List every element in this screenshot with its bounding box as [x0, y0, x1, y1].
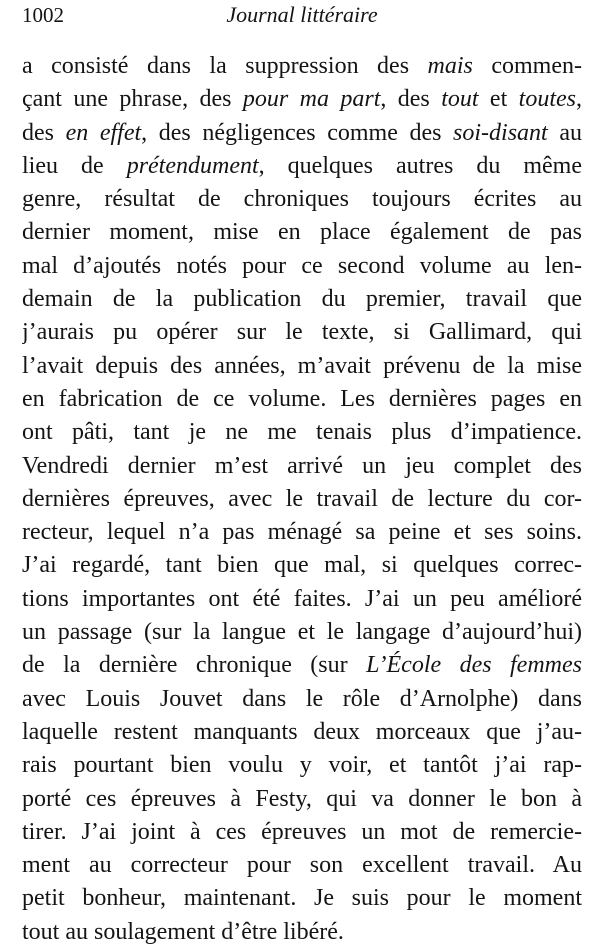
- text-segment: çant une phrase, des: [22, 86, 243, 113]
- text-line: [22, 117, 582, 150]
- italic-text: mais: [427, 53, 473, 79]
- text-segment: mal d’ajoutés notés pour ce second volume au len-: [22, 252, 582, 279]
- running-title: Journal littéraire: [226, 2, 378, 27]
- text-segment: , quelques autres du même: [258, 152, 582, 179]
- text-line: [22, 250, 582, 283]
- text-segment: tirer. J’ai joint à ces épreuves un mot de remercie-: [22, 818, 582, 845]
- text-segment: petit bonheur, maintenant. Je suis pour le moment: [22, 885, 582, 912]
- text-segment: ment au correcteur pour son excellent travail. Au: [22, 852, 582, 879]
- text-segment: , des négligences comme des: [141, 119, 454, 146]
- text-segment: demain de la publication du premier, travail que: [22, 286, 582, 313]
- text-line: [22, 783, 582, 816]
- text-line: [22, 916, 582, 949]
- text-segment: rais pourtant bien voulu y voir, et tantôt j’ai rap-: [22, 752, 582, 779]
- italic-text: tout: [441, 86, 479, 113]
- italic-text: soi-disant: [453, 119, 548, 146]
- text-line: [22, 716, 582, 749]
- text-segment: l’avait depuis des années, m’avait prévenu de la mise: [22, 352, 582, 379]
- text-line: [22, 350, 582, 383]
- text-segment: au: [547, 119, 582, 146]
- text-segment: commen-: [472, 53, 582, 79]
- text-segment: Vendredi dernier m’est arrivé un jeu complet des: [22, 452, 582, 479]
- text-line: [22, 882, 582, 915]
- italic-text: pour ma part: [242, 86, 381, 113]
- text-segment: tions importantes ont été faites. J’ai un peu amélioré: [22, 585, 582, 612]
- text-line: [22, 216, 582, 249]
- text-segment: porté ces épreuves à Festy, qui va donner le bon à: [22, 785, 582, 812]
- text-line: [22, 83, 582, 116]
- text-line: [22, 649, 582, 682]
- text-segment: j’aurais pu opérer sur le texte, si Gallimard, qui: [22, 319, 582, 346]
- page-number: 1002: [22, 3, 64, 27]
- text-line: [22, 816, 582, 849]
- page-header: [22, 2, 582, 32]
- text-line: [22, 283, 582, 316]
- text-line: [22, 549, 582, 582]
- text-line: [22, 416, 582, 449]
- text-segment: ont pâti, tant je ne me tenais plus d’impatience.: [22, 419, 582, 446]
- text-segment: avec Louis Jouvet dans le rôle d’Arnolphe) dans: [22, 685, 582, 712]
- text-segment: ,: [576, 86, 582, 113]
- text-segment: laquelle restent manquants deux morceaux que j’au-: [22, 718, 582, 745]
- text-line: [22, 316, 582, 349]
- text-segment: tout au soulagement d’être libéré.: [22, 918, 344, 945]
- text-segment: lieu de: [22, 152, 127, 179]
- text-line: [22, 683, 582, 716]
- italic-text: toutes: [518, 86, 576, 113]
- text-line: [22, 583, 582, 616]
- body-text: [22, 50, 582, 949]
- text-segment: dernier moment, mise en place également de pas: [22, 219, 582, 246]
- text-line: [22, 483, 582, 516]
- text-line: [22, 383, 582, 416]
- text-segment: genre, résultat de chroniques toujours écrites au: [22, 186, 582, 213]
- text-segment: un passage (sur la langue et le langage d’aujourd’hui): [22, 619, 582, 646]
- text-segment: recteur, lequel n’a pas ménagé sa peine et ses soins.: [22, 519, 582, 546]
- text-line: [22, 150, 582, 183]
- text-line: [22, 516, 582, 549]
- italic-text: L’École des femmes: [366, 652, 582, 679]
- italic-text: en effet: [65, 119, 142, 146]
- text-segment: , des: [380, 86, 442, 113]
- text-segment: des: [22, 119, 66, 146]
- text-segment: et: [478, 86, 519, 113]
- text-segment: J’ai regardé, tant bien que mal, si quelques correc-: [22, 552, 582, 579]
- italic-text: prétendument: [126, 152, 259, 179]
- text-segment: en fabrication de ce volume. Les dernières pages en: [22, 385, 582, 412]
- text-line: [22, 749, 582, 782]
- text-line: [22, 450, 582, 483]
- text-line: [22, 849, 582, 882]
- text-segment: de la dernière chronique (sur: [22, 652, 367, 679]
- text-line: [22, 50, 582, 83]
- text-segment: dernières épreuves, avec le travail de lecture du cor-: [22, 485, 582, 512]
- text-segment: a consisté dans la suppression des: [22, 53, 428, 79]
- text-line: [22, 616, 582, 649]
- text-line: [22, 183, 582, 216]
